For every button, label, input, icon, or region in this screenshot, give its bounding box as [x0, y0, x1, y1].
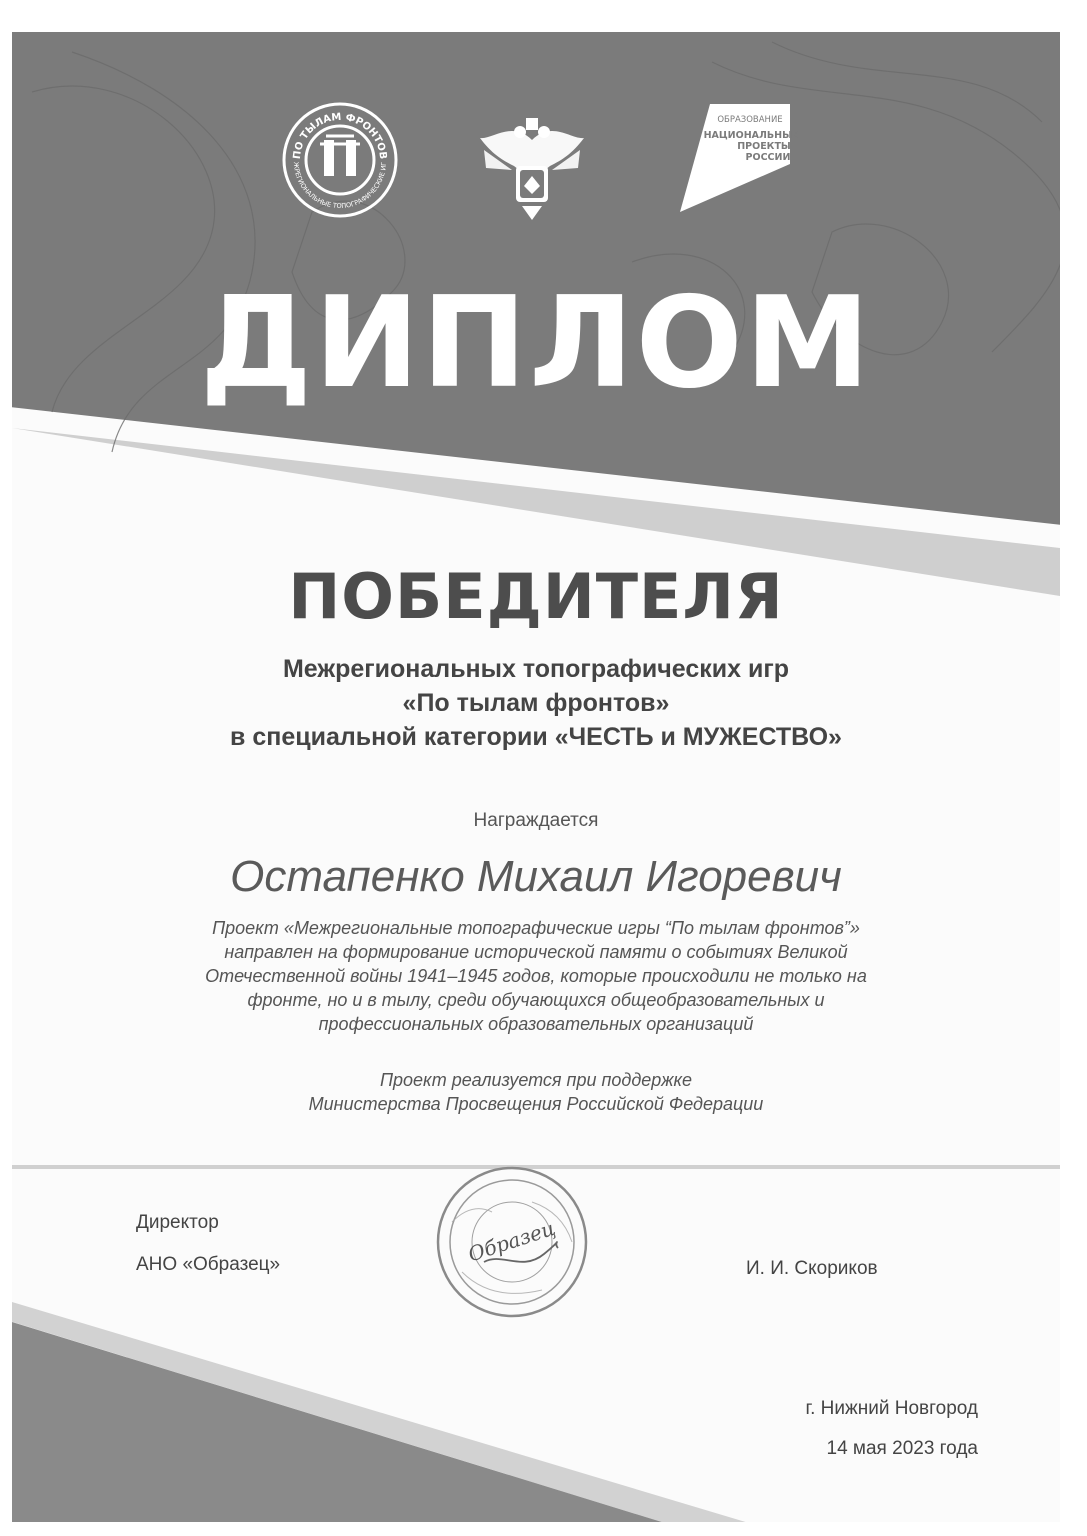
event-logo-ring-bottom: ЖРЕГИОНАЛЬНЫЕ ТОПОГРАФИЧЕСКИЕ ИГ: [291, 161, 389, 211]
event-line-1: Межрегиональных топографических игр: [282, 655, 790, 683]
diploma-title: ДИПЛОМ: [199, 269, 873, 416]
project-description: [12, 916, 1060, 1036]
signer-organization: АНО «Образец»: [136, 1254, 281, 1275]
diploma-page: [12, 32, 1060, 1522]
description-line-2: направлен на формирование исторической памяти о событиях Великой: [224, 942, 848, 962]
recipient-name: Остапенко Михаил Игоревич: [230, 852, 842, 901]
event-line-3: в специальной категории «ЧЕСТЬ и МУЖЕСТВО»: [230, 723, 842, 751]
description-line-1: Проект «Межрегиональные топографические игры “По тылам фронтов”»: [212, 918, 860, 938]
support-note: [12, 1068, 1060, 1116]
signer-name: И. И. Скориков: [746, 1258, 878, 1279]
national-projects-icon: [670, 104, 800, 214]
national-projects-line2: ПРОЕКТЫ: [737, 141, 791, 152]
description-line-4: фронте, но и в тылу, среди обучающихся общеобразовательных и: [247, 990, 825, 1010]
awarded-label: Награждается: [473, 810, 599, 831]
national-projects-logo: [670, 104, 800, 219]
description-line-5: профессиональных образовательных организаций: [318, 1014, 754, 1034]
event-logo-ring-top: ПО ТЫЛАМ ФРОНТОВ: [291, 111, 389, 160]
organization-stamp: [432, 1162, 592, 1322]
national-projects-line3: РОССИИ: [745, 152, 791, 163]
support-line-2: Министерства Просвещения Российской Федерации: [308, 1094, 764, 1114]
stamp-text: Образец: [465, 1215, 559, 1267]
issue-place: г. Нижний Новгород: [805, 1398, 978, 1419]
support-line-1: Проект реализуется при поддержке: [379, 1070, 692, 1090]
diploma-subtitle: ПОБЕДИТЕЛЯ: [288, 560, 784, 633]
event-emblem-icon: [280, 100, 400, 220]
national-projects-line1: НАЦИОНАЛЬНЫЕ: [703, 130, 799, 141]
national-projects-header: ОБРАЗОВАНИЕ: [717, 115, 783, 125]
description-line-3: Отечественной войны 1941–1945 годов, которые происходили не только на: [205, 966, 867, 986]
event-description: [12, 652, 1060, 754]
signer-position: Директор: [136, 1212, 219, 1233]
event-logo: [280, 100, 400, 225]
event-line-2: «По тылам фронтов»: [402, 689, 670, 717]
double-headed-eagle-icon: [472, 110, 592, 230]
issue-date: 14 мая 2023 года: [826, 1438, 978, 1459]
ministry-logo: [472, 110, 592, 235]
logo-row: [12, 100, 1060, 260]
